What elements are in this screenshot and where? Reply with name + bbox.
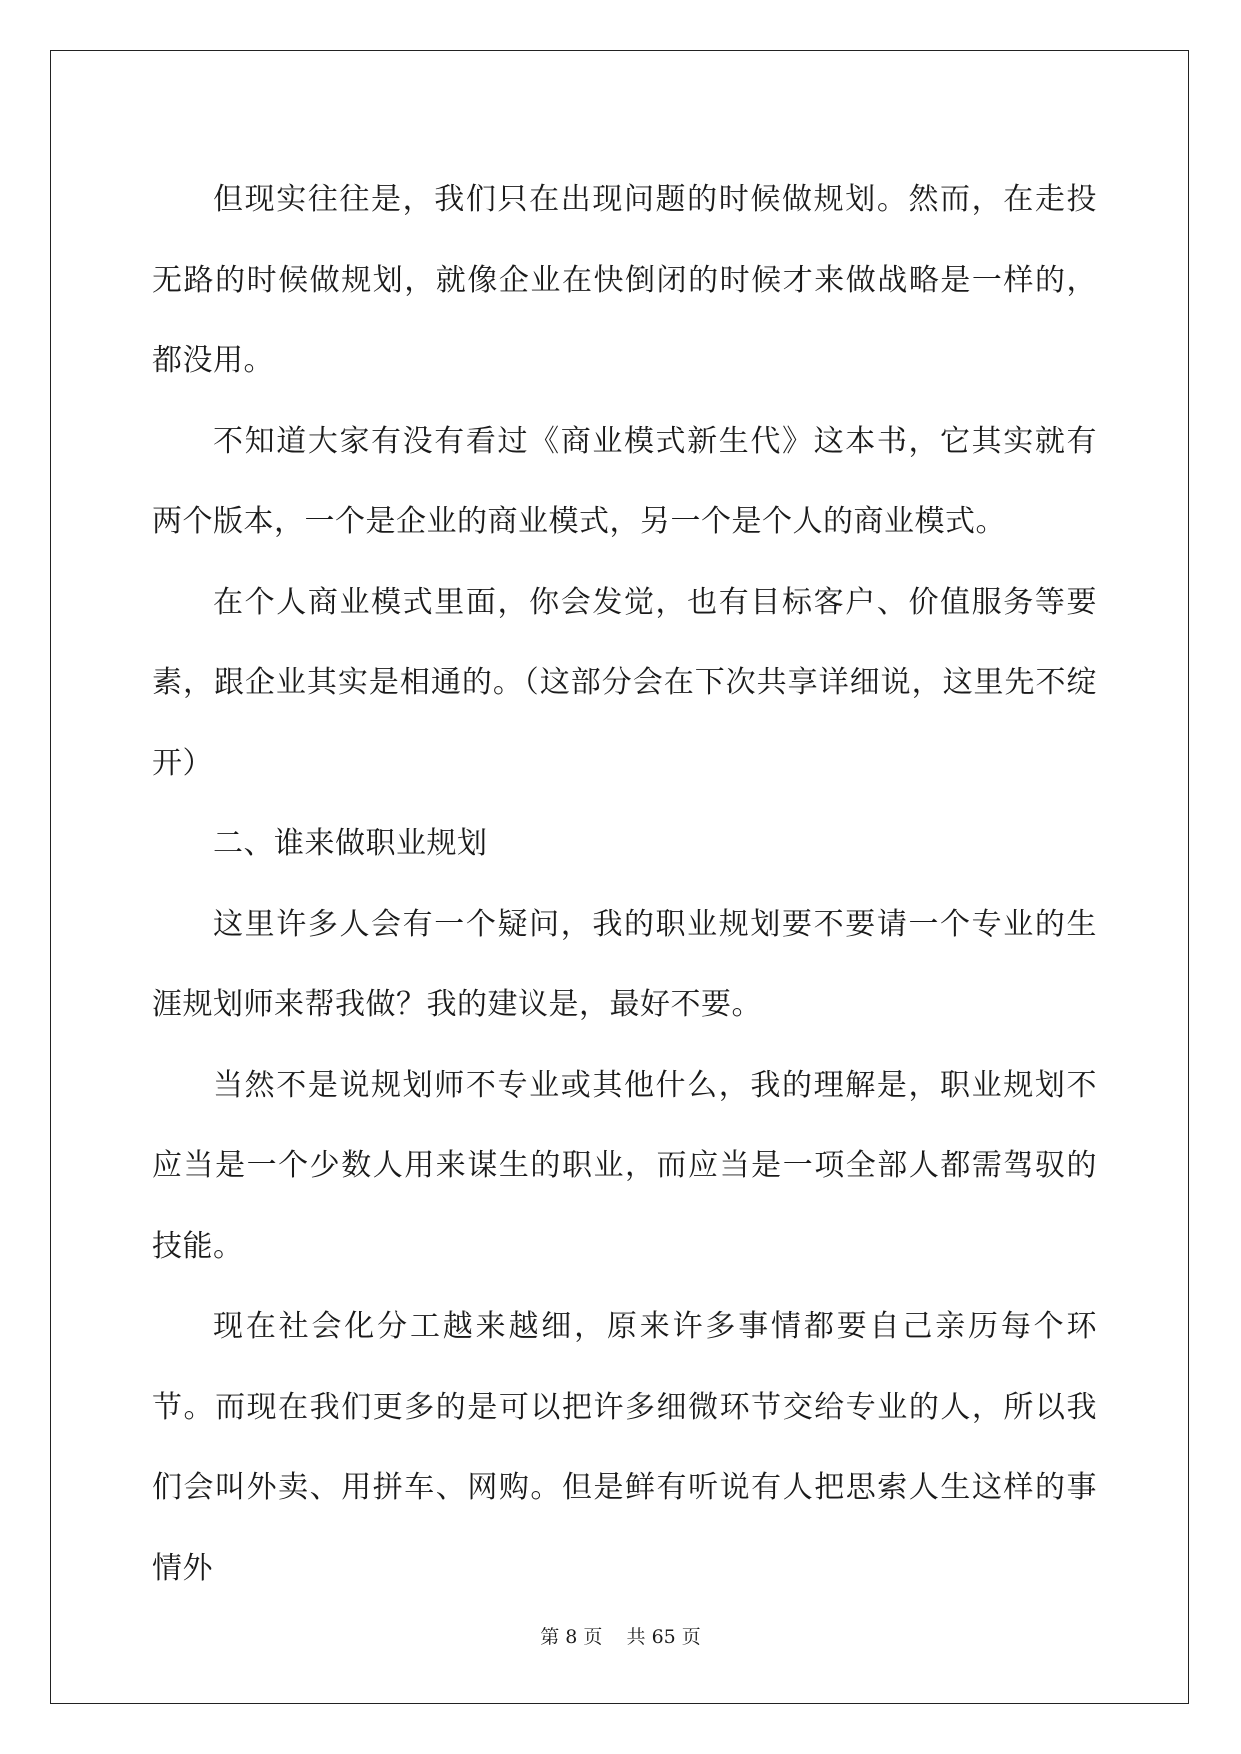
paragraph: 在个人商业模式里面，你会发觉，也有目标客户、价值服务等要素，跟企业其实是相通的。（这部分会在下次共享详细说，这里先不绽开） <box>152 584 1097 781</box>
body-text <box>152 160 1097 1609</box>
paragraph: 现在社会化分工越来越细，原来许多事情都要自己亲历每个环节。而现在我们更多的是可以把许多细微环节交给专业的人，所以我们会叫外卖、用拼车、网购。但是鲜有听说有人把思索人生这样的事情外 <box>152 1309 1097 1586</box>
section-heading: 二、谁来做职业规划 <box>213 826 488 861</box>
paragraph: 但现实往往是，我们只在出现问题的时候做规划。然而，在走投无路的时候做规划，就像企业在快倒闭的时候才来做战略是一样的，都没用。 <box>152 182 1097 378</box>
paragraph: 这里许多人会有一个疑问，我的职业规划要不要请一个专业的生涯规划师来帮我做？我的建议是，最好不要。 <box>152 906 1097 1022</box>
paragraph: 不知道大家有没有看过《商业模式新生代》这本书，它其实就有两个版本，一个是企业的商业模式，另一个是个人的商业模式。 <box>152 423 1097 539</box>
page-number-footer: 第 8 页 共 65 页 <box>540 1626 701 1648</box>
paragraph: 当然不是说规划师不专业或其他什么，我的理解是，职业规划不应当是一个少数人用来谋生的职业，而应当是一项全部人都需驾驭的技能。 <box>152 1067 1097 1264</box>
